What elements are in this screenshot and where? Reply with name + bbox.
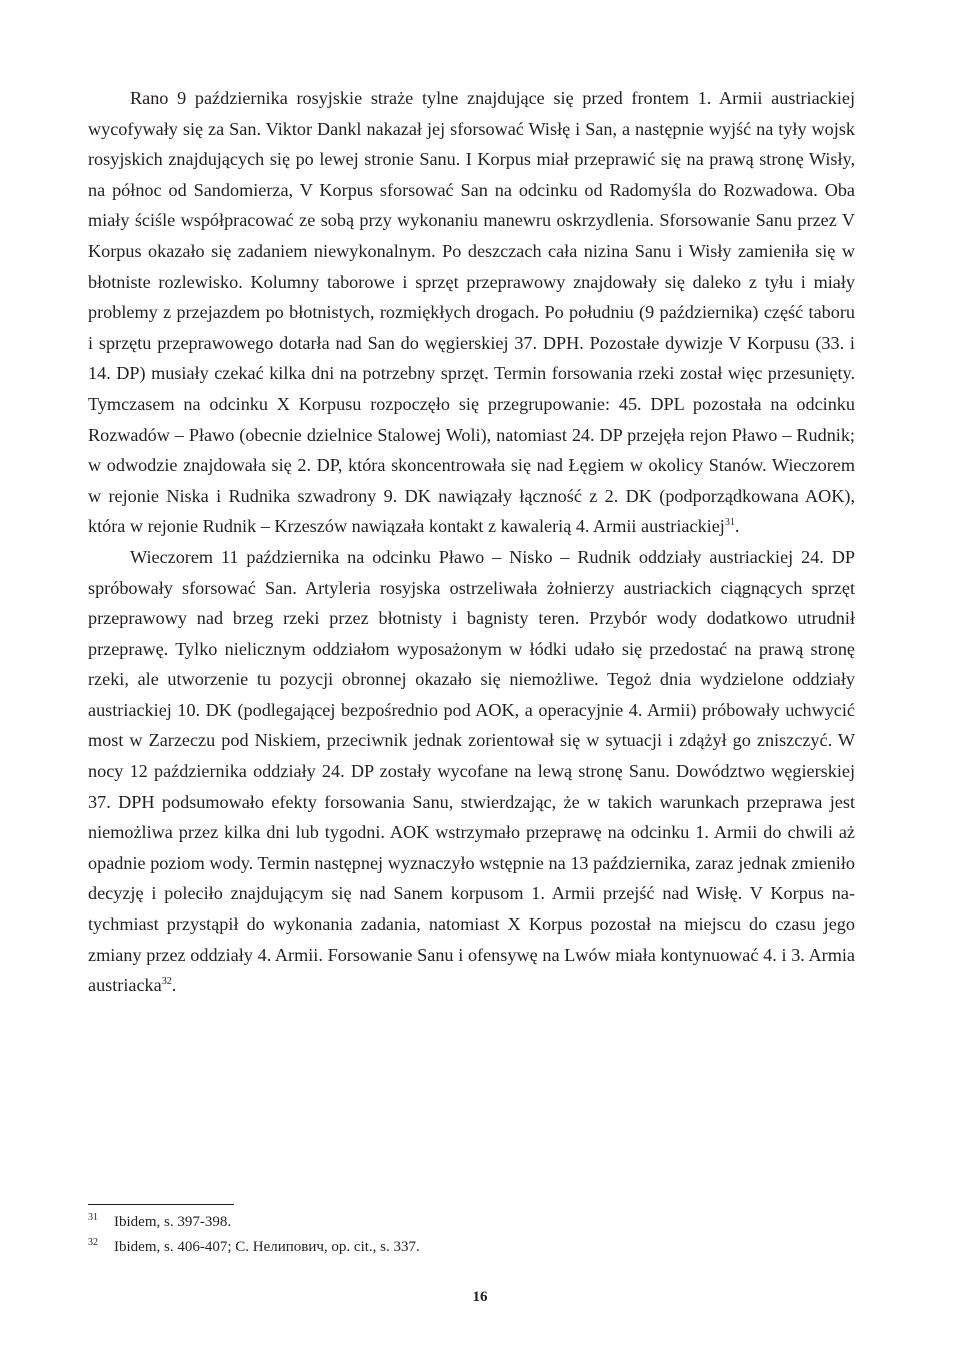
footnote-31: 31 Ibidem, s. 397-398.: [88, 1212, 232, 1230]
footnote-32: 32 Ibidem, s. 406-407; С. Нелипович, op. cit., s. 337.: [88, 1237, 420, 1255]
paragraph-2-text: Wieczorem 11 października na odcinku Pławo – Nisko – Rudnik oddziały austriackiej 24. DP spróbowały sforsować San. Artyleria rosyjska ostrzeliwała żołnierzy austriackich ciągnących sprzęt przeprawowy nad brzeg rzeki przez błotnisty i bagnisty teren. Przybór wody dodatkowo utrudnił przeprawę. Tylko nielicznym oddziałom wyposażonym w łódki udało się przedostać na prawą stronę rzeki, ale utworzenie tu pozycji obronnej okazało się niemożliwe. Tegoż dnia wydzielone oddziały austriackiej 10. DK (podlegającej bezpośrednio pod AOK, a operacyjnie 4. Armii) próbowały uchwycić most w Zarzeczu pod Niskiem, przeciwnik jednak zorientował się w sytuacji i zdążył go zniszczyć. W nocy 12 października oddziały 24. DP zostały wycofane na lewą stronę Sanu. Dowództwo węgierskiej 37. DPH podsumowało efekty forsowania Sanu, stwierdzając, że w takich warunkach przeprawa jest niemożliwa przez kilka dni lub tygodni. AOK wstrzymało przeprawę na odcinku 1. Armii do chwili aż opadnie poziom wody. Termin następnej wyznaczyło wstępnie na 13 października, zaraz jednak zmieniło decyzję i poleciło znajdującym się nad Sanem korpusom 1. Armii przejść nad Wisłę. V Korpus natychmiast przystąpił do wykonania zadania, natomiast X Korpus pozostał na miejscu do czasu jego zmiany przez oddziały 4. Armii. Forsowanie Sanu i ofensywę na Lwów miała kontynuować 4. i 3. Armia austriacka: [88, 546, 855, 996]
footnote-ref-31[interactable]: 31: [724, 517, 735, 529]
page-number: 16: [472, 1289, 488, 1305]
footnotes: [88, 1210, 855, 1260]
paragraph-1: Rano 9 października rosyjskie straże tylne znajdujące się przed frontem 1. Armii austriackiej wycofywały się za San. Viktor Dankl nakazał jej sforsować Wisłę i San, a następnie wyjść na tyły wojsk rosyjskich znajdujących się po lewej stronie Sanu. I Korpus miał przeprawić się na prawą stronę Wisły, na północ od Sandomierza, V Korpus sforsować San na odcinku od Radomyśla do Rozwadowa. Oba miały ściśle współpracować ze sobą przy wykonaniu manewru oskrzydlenia. Sforsowanie Sanu przez V Korpus okazało się zadaniem niewykonalnym. Po deszczach cała nizina Sanu i Wisły zamieniła się w błotniste rozlewisko. Kolumny taborowe i sprzęt przeprawowy znajdowały się daleko z tyłu i miały problemy z przejazdem po błotnistych, rozmiękłych drogach. Po południu (9 października) część taboru i sprzętu przeprawowego dotarła nad San do węgierskiej 37. DPH. Pozostałe dywizje V Korpusu (33. i 14. DP) musiały czekać kilka dni na potrzebny sprzęt. Termin forsowania rzeki został więc przesunięty. Tymczasem na odcinku X Korpusu rozpoczęło się przegrupowanie: 45. DPL pozostała na odcinku Rozwadów – Pławo (obecnie dzielnice Stalowej Woli), natomiast 24. DP przejęła rejon Pławo – Rudnik; w odwodzie znajdowała się 2. DP, która skoncentrowała się nad Łęgiem w okolicy Stanów. Wieczorem w rejonie Niska i Rudnika szwadrony 9. DK nawiązały łączność z 2. DK (podporządkowana AOK), która w rejonie Rudnik – Krzeszów nawiązała kontakt z kawalerią 4. Armii austriackiej$^{31}$.: [88, 88, 855, 537]
footnote-divider: [88, 1204, 234, 1205]
footnote-ref-32[interactable]: 32: [161, 976, 172, 988]
paragraph-2: Wieczorem 11 października na odcinku Pławo – Nisko – Rudnik oddziały austriackiej 24. DP spróbowały sforsować San. Artyleria rosyjska ostrzeliwała żołnierzy austriackich ciągnących sprzęt przeprawowy nad brzeg rzeki przez błotnisty i bagnisty teren. Przybór wody dodatkowo utrudnił przeprawę. Tylko nielicznym oddziałom wyposażonym w łódki udało się przedostać na prawą stronę rzeki, ale utworzenie tu pozycji obronnej okazało się niemożliwe. Tegoż dnia wydzielone oddziały austriackiej 10. DK (podlegającej bezpośrednio pod AOK, a operacyjnie 4. Armii) próbowały uchwycić most w Zarzeczu pod Niskiem, przeciwnik jednak zorientował się w sytuacji i zdążył go zniszczyć. W nocy 12 października oddziały 24. DP zostały wycofane na lewą stronę Sanu. Dowództwo węgierskiej 37. DPH podsumowało efekty forsowania Sanu, stwierdzając, że w takich warunkach przeprawa jest niemożliwa przez kilka dni lub tygodni. AOK wstrzymało przeprawę na odcinku 1. Armii do chwili aż opadnie poziom wody. Termin następnej wyznaczyło wstępnie na 13 października, zaraz jednak zmieniło decyzję i poleciło znajdującym się nad Sanem korpusom 1. Armii przejść nad Wisłę. V Korpus natychmiast przystąpił do wykonania zadania, natomiast X Korpus pozostał na miejscu do czasu jego zmiany przez oddziały 4. Armii. Forsowanie Sanu i ofensywę na Lwów miała kontynuować 4. i 3. Armia austriacka$^{32}$.: [88, 546, 855, 996]
main-text: [88, 83, 855, 1001]
footnote-text: Ibidem, s. 397-398.: [114, 1214, 232, 1230]
paragraph-1-text: Rano 9 października rosyjskie straże tylne znajdujące się przed frontem 1. Armii austriackiej wycofywały się za San. Viktor Dankl nakazał jej sforsować Wisłę i San, a następnie wyjść na tyły wojsk rosyjskich znajdujących się po lewej stronie Sanu. I Korpus miał przeprawić się na prawą stronę Wisły, na północ od Sandomierza, V Korpus sforsować San na odcinku od Radomyśla do Rozwadowa. Oba miały ściśle współpracować ze sobą przy wykonaniu manewru oskrzydlenia. Sforsowanie Sanu przez V Korpus okazało się zadaniem niewykonalnym. Po deszczach cała nizina Sanu i Wisły zamieniła się w błotniste rozlewisko. Kolumny taborowe i sprzęt przeprawowy znajdowały się daleko z tyłu i miały problemy z przejazdem po błotnistych, rozmiękłych drogach. Po południu (9 października) część taboru i sprzętu przeprawowego dotarła nad San do węgierskiej 37. DPH. Pozostałe dywizje V Korpusu (33. i 14. DP) musiały czekać kilka dni na potrzebny sprzęt. Termin forsowania rzeki został więc przesunięty. Tymczasem na odcinku X Korpusu rozpoczęło się przegrupowanie: 45. DPL pozostała na odcinku Rozwadów – Pławo (obecnie dzielnice Stalowej Woli), natomiast 24. DP przejęła rejon Pławo – Rudnik; w odwodzie znajdowała się 2. DP, która skoncentrowała się nad Łęgiem w okolicy Stanów. Wieczorem w rejonie Niska i Rudnika szwadrony 9. DK nawiązały łączność z 2. DK (podporządkowana AOK), która w rejonie Rudnik – Krzeszów nawiązała kontakt z kawalerią 4. Armii austriackiej: [88, 88, 855, 537]
footnote-text: Ibidem, s. 406-407; С. Нелипович, op. cit., s. 337.: [114, 1239, 420, 1255]
